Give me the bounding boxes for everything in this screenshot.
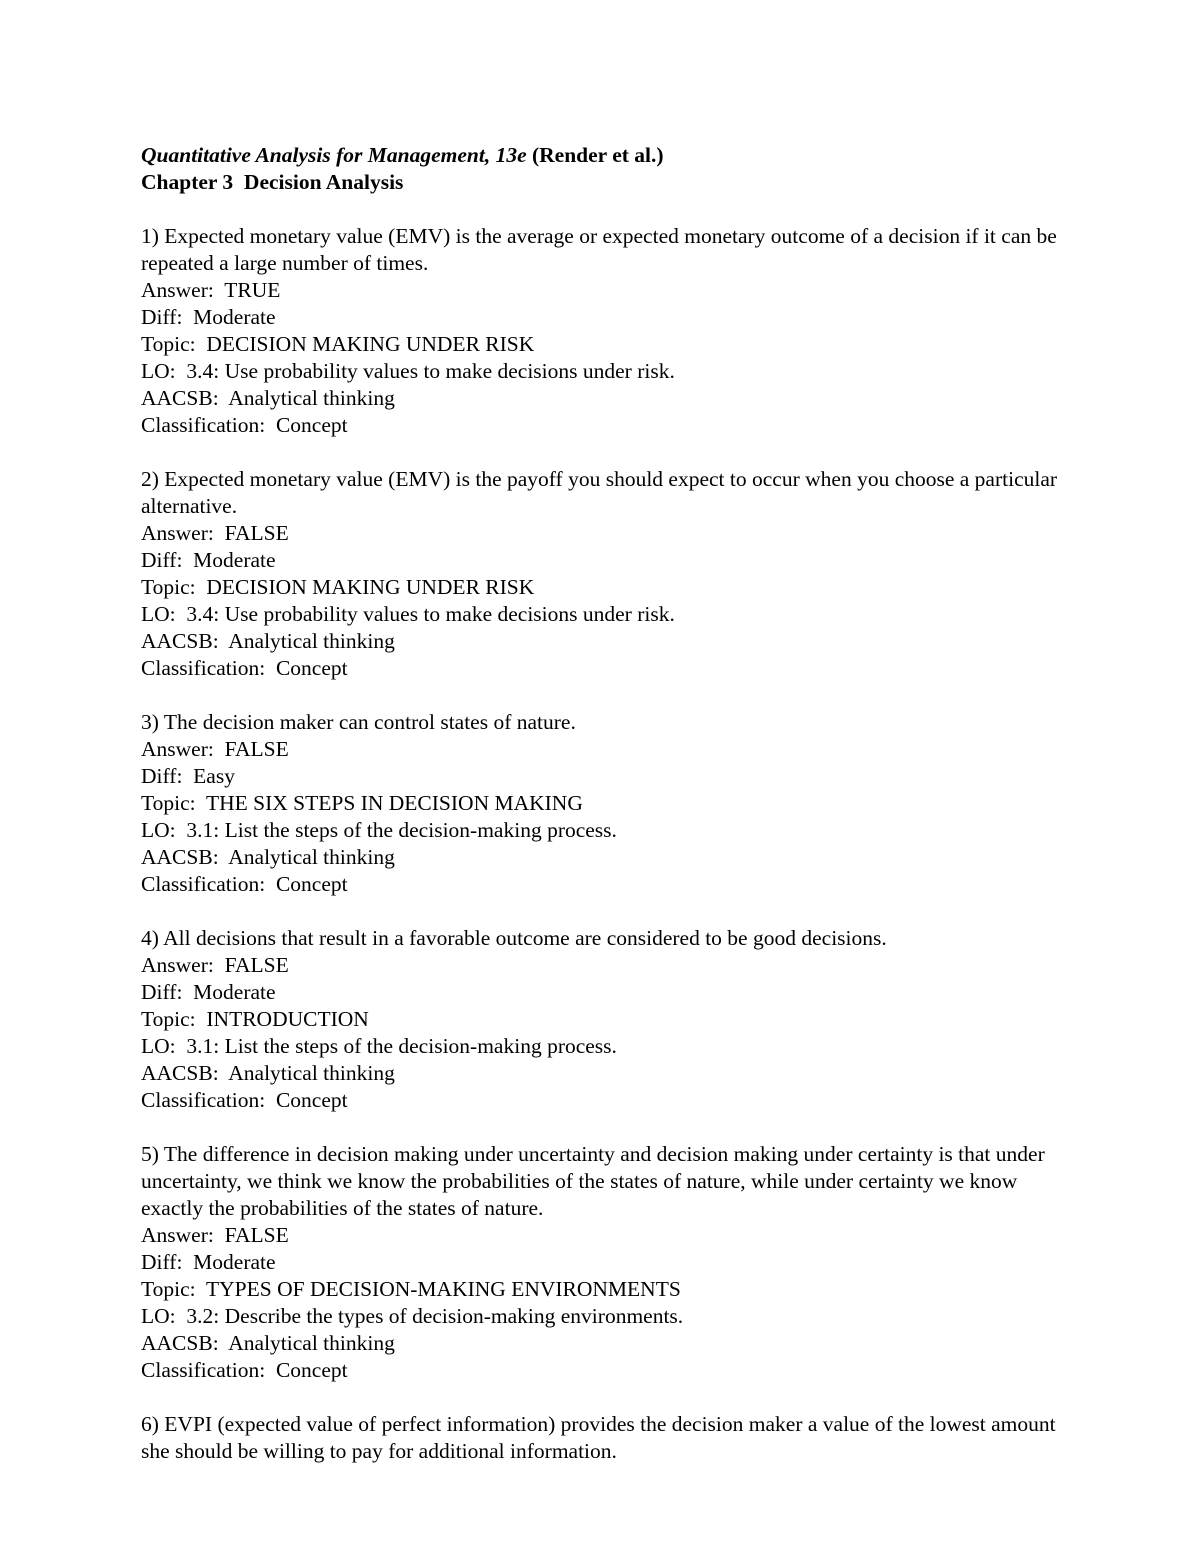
answer-label: Answer : <box>141 737 225 761</box>
classification-value: Concept <box>275 656 348 680</box>
book-authors: (Render et al.) <box>532 143 664 167</box>
classification-line <box>141 412 1071 439</box>
answer-value: FALSE <box>224 953 289 977</box>
lo-line <box>141 1033 1071 1060</box>
question-item <box>141 709 1071 898</box>
question-text <box>141 223 1071 277</box>
aacsb-line <box>141 385 1071 412</box>
lo-value: 3.4: Use probability values to make decisions under risk. <box>186 602 675 626</box>
question-text <box>141 466 1071 520</box>
lo-label: LO : <box>141 359 186 383</box>
aacsb-line <box>141 628 1071 655</box>
question-statement: Expected monetary value (EMV) is the payoff you should expect to occur when you choose a particular alternative. <box>141 467 1058 518</box>
document-page <box>141 142 1071 1465</box>
question-number: 4) <box>141 926 159 950</box>
aacsb-value: Analytical thinking <box>228 1061 395 1085</box>
aacsb-line <box>141 844 1071 871</box>
lo-value: 3.1: List the steps of the decision-making process. <box>186 1034 617 1058</box>
answer-line <box>141 277 1071 304</box>
lo-label: LO : <box>141 818 186 842</box>
aacsb-label: AACSB : <box>141 1331 228 1355</box>
diff-line <box>141 979 1071 1006</box>
diff-line <box>141 1249 1071 1276</box>
topic-line <box>141 1006 1071 1033</box>
answer-value: FALSE <box>224 1223 289 1247</box>
classification-label: Classification : <box>141 413 276 437</box>
diff-value: Moderate <box>193 305 276 329</box>
topic-label: Topic : <box>141 1007 206 1031</box>
topic-label: Topic : <box>141 1277 206 1301</box>
classification-value: Concept <box>275 1358 348 1382</box>
topic-label: Topic : <box>141 575 206 599</box>
lo-line <box>141 601 1071 628</box>
topic-label: Topic : <box>141 332 206 356</box>
topic-line <box>141 331 1071 358</box>
answer-line <box>141 736 1071 763</box>
question-item <box>141 466 1071 682</box>
aacsb-line <box>141 1060 1071 1087</box>
classification-label: Classification : <box>141 872 276 896</box>
classification-label: Classification : <box>141 1088 276 1112</box>
lo-label: LO : <box>141 602 186 626</box>
aacsb-line <box>141 1330 1071 1357</box>
question-text <box>141 925 1071 952</box>
answer-line <box>141 1222 1071 1249</box>
document-title <box>141 142 1071 169</box>
aacsb-value: Analytical thinking <box>228 1331 395 1355</box>
diff-label: Diff : <box>141 1250 193 1274</box>
answer-label: Answer : <box>141 953 225 977</box>
answer-label: Answer : <box>141 278 224 302</box>
question-number: 5) <box>141 1142 159 1166</box>
topic-value: TYPES OF DECISION-MAKING ENVIRONMENTS <box>206 1277 681 1301</box>
aacsb-value: Analytical thinking <box>228 386 395 410</box>
aacsb-value: Analytical thinking <box>228 629 395 653</box>
topic-line <box>141 790 1071 817</box>
question-statement: The difference in decision making under uncertainty and decision making under certainty is that under uncertainty, we think we know the probabilities of the states of nature, while under certainty we know exactly the probabilities of the states of nature. <box>141 1142 1045 1220</box>
lo-line <box>141 817 1071 844</box>
question-item <box>141 1141 1071 1384</box>
diff-line <box>141 304 1071 331</box>
aacsb-label: AACSB : <box>141 1061 228 1085</box>
lo-line <box>141 358 1071 385</box>
diff-label: Diff : <box>141 305 193 329</box>
diff-label: Diff : <box>141 548 193 572</box>
topic-value: DECISION MAKING UNDER RISK <box>206 575 535 599</box>
topic-line <box>141 574 1071 601</box>
classification-line <box>141 871 1071 898</box>
question-number: 6) <box>141 1412 159 1436</box>
classification-label: Classification : <box>141 1358 276 1382</box>
diff-line <box>141 547 1071 574</box>
question-item <box>141 223 1071 439</box>
question-statement: Expected monetary value (EMV) is the average or expected monetary outcome of a decision if it can be repeated a large number of times. <box>141 224 1057 275</box>
diff-value: Moderate <box>193 1250 276 1274</box>
diff-label: Diff : <box>141 764 193 788</box>
question-number: 3) <box>141 710 159 734</box>
question-number: 2) <box>141 467 159 491</box>
lo-label: LO : <box>141 1304 186 1328</box>
question-statement: EVPI (expected value of perfect information) provides the decision maker a value of the lowest amount she should be willing to pay for additional information. <box>141 1412 1056 1463</box>
aacsb-label: AACSB : <box>141 386 228 410</box>
question-text <box>141 1141 1071 1222</box>
classification-line <box>141 1357 1071 1384</box>
aacsb-label: AACSB : <box>141 629 228 653</box>
lo-line <box>141 1303 1071 1330</box>
topic-line <box>141 1276 1071 1303</box>
answer-value: FALSE <box>224 737 289 761</box>
classification-line <box>141 655 1071 682</box>
aacsb-label: AACSB : <box>141 845 228 869</box>
aacsb-value: Analytical thinking <box>228 845 395 869</box>
answer-value: TRUE <box>224 278 281 302</box>
answer-value: FALSE <box>224 521 289 545</box>
question-item <box>141 1411 1071 1465</box>
classification-label: Classification : <box>141 656 276 680</box>
topic-value: DECISION MAKING UNDER RISK <box>206 332 535 356</box>
question-text <box>141 709 1071 736</box>
topic-label: Topic : <box>141 791 206 815</box>
diff-label: Diff : <box>141 980 193 1004</box>
lo-value: 3.1: List the steps of the decision-making process. <box>186 818 617 842</box>
answer-line <box>141 952 1071 979</box>
question-text <box>141 1411 1071 1465</box>
lo-value: 3.4: Use probability values to make decisions under risk. <box>186 359 675 383</box>
diff-value: Moderate <box>193 980 276 1004</box>
answer-label: Answer : <box>141 1223 225 1247</box>
lo-value: 3.2: Describe the types of decision-making environments. <box>186 1304 684 1328</box>
book-title: Quantitative Analysis for Management, 13e <box>141 143 527 167</box>
diff-value: Moderate <box>193 548 276 572</box>
question-number: 1) <box>141 224 159 248</box>
classification-value: Concept <box>275 872 348 896</box>
diff-value: Easy <box>193 764 235 788</box>
chapter-heading: Chapter 3 Decision Analysis <box>141 170 404 194</box>
diff-line <box>141 763 1071 790</box>
lo-label: LO : <box>141 1034 186 1058</box>
classification-value: Concept <box>275 413 348 437</box>
question-statement: The decision maker can control states of nature. <box>163 710 576 734</box>
classification-value: Concept <box>275 1088 348 1112</box>
topic-value: THE SIX STEPS IN DECISION MAKING <box>206 791 583 815</box>
question-statement: All decisions that result in a favorable outcome are considered to be good decisions. <box>163 926 887 950</box>
topic-value: INTRODUCTION <box>206 1007 369 1031</box>
answer-line <box>141 520 1071 547</box>
answer-label: Answer : <box>141 521 225 545</box>
question-item <box>141 925 1071 1114</box>
classification-line <box>141 1087 1071 1114</box>
